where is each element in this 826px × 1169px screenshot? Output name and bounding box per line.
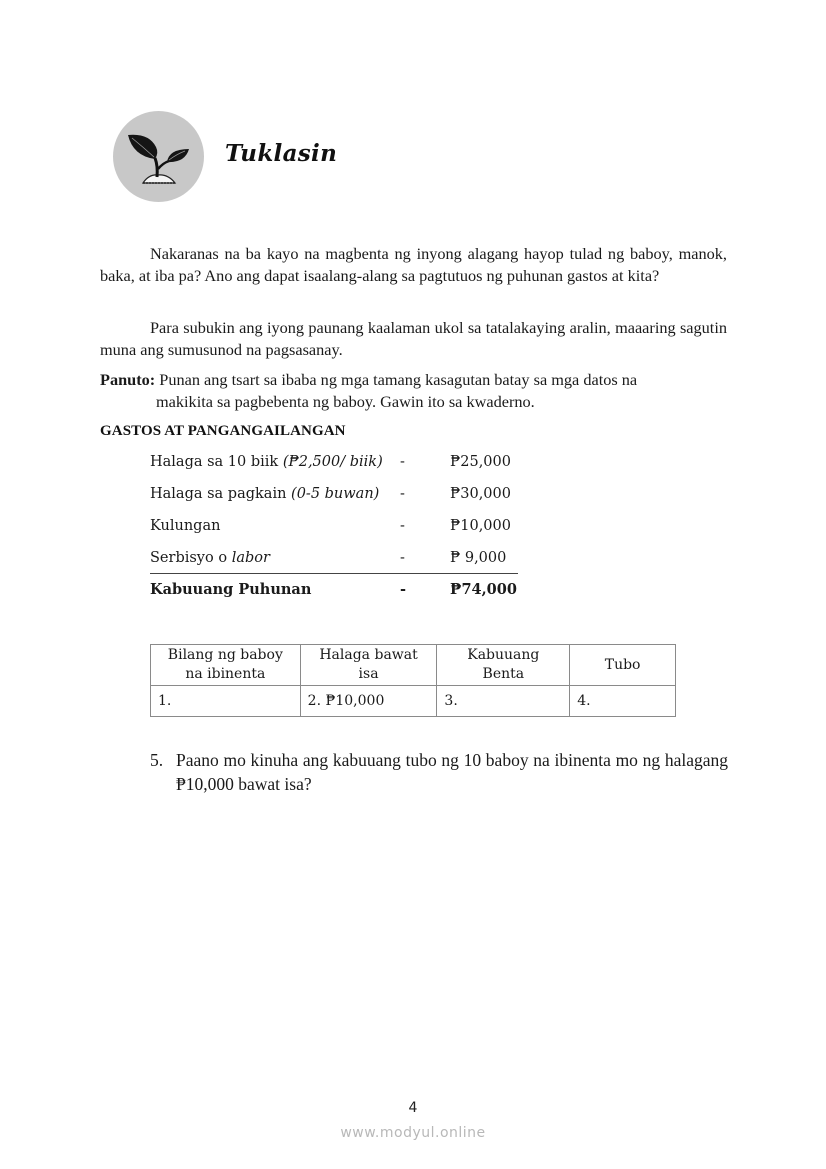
expense-label: Halaga sa 10 biik (₱2,500/ biik) — [150, 454, 383, 470]
section-icon-badge — [113, 111, 204, 202]
instructions-label: Panuto: — [100, 370, 156, 389]
expense-label: Kulungan — [150, 518, 221, 534]
expense-dash: - — [400, 454, 405, 470]
expenses-heading: GASTOS AT PANGANGAILANGAN — [100, 423, 346, 439]
question-text: Paano mo kinuha ang kabuuang tubo ng 10 baboy na ibinenta mo ng halagang ₱10,000 bawat isa? — [176, 750, 728, 794]
expense-dash: - — [400, 486, 405, 502]
expense-row — [150, 486, 520, 510]
expense-row — [150, 518, 520, 542]
column-header: Halaga bawat isa — [300, 645, 437, 686]
question-5 — [150, 748, 728, 796]
question-number: 5. — [150, 750, 164, 770]
instructions-line-2: makikita sa pagbebenta ng baboy. Gawin ito sa kwaderno. — [156, 392, 535, 411]
plant-seedling-icon — [113, 111, 204, 202]
instructions-line-1: Punan ang tsart sa ibaba ng mga tamang kasagutan batay sa mga datos na — [159, 370, 638, 389]
expense-row — [150, 550, 520, 574]
total-label: Kabuuang Puhunan — [150, 581, 312, 598]
instructions — [100, 369, 730, 413]
page-title: Tuklasin — [225, 140, 338, 167]
table-cell: 1. — [151, 686, 301, 717]
expense-label: Serbisyo o labor — [150, 550, 270, 566]
expense-amount: ₱25,000 — [450, 454, 511, 470]
column-header: Bilang ng baboy na ibinenta — [151, 645, 301, 686]
column-header: Tubo — [570, 645, 676, 686]
total-amount: ₱74,000 — [450, 581, 517, 598]
expense-dash: - — [400, 518, 405, 534]
table-cell: 2. ₱10,000 — [300, 686, 437, 717]
expense-row — [150, 454, 520, 478]
expense-total-row — [150, 581, 520, 605]
intro-paragraph-2-text: Para subukin ang iyong paunang kaalaman ukol sa tatalakaying aralin, maaaring sagutin muna ang sumusunod na pagsasanay. — [100, 318, 727, 359]
table-cell: 3. — [437, 686, 570, 717]
intro-paragraph-1 — [100, 243, 727, 287]
total-dash: - — [400, 581, 407, 598]
intro-paragraph-1-text: Nakaranas na ba kayo na magbenta ng inyong alagang hayop tulad ng baboy, manok, baka, at iba pa? Ano ang dapat isaalang-alang sa pagtutuos ng puhunan gastos at kita? — [100, 244, 727, 285]
table-row — [151, 686, 676, 717]
total-divider — [150, 573, 518, 574]
expense-amount: ₱10,000 — [450, 518, 511, 534]
column-header: Kabuuang Benta — [437, 645, 570, 686]
sales-table — [150, 644, 676, 717]
page-number: 4 — [408, 1100, 418, 1116]
expense-amount: ₱ 9,000 — [450, 550, 507, 566]
expense-dash: - — [400, 550, 405, 566]
intro-paragraph-2 — [100, 317, 727, 361]
expense-label: Halaga sa pagkain (0-5 buwan) — [150, 486, 380, 502]
expense-amount: ₱30,000 — [450, 486, 511, 502]
table-cell: 4. — [570, 686, 676, 717]
table-header-row — [151, 645, 676, 686]
watermark: www.modyul.online — [340, 1125, 486, 1141]
